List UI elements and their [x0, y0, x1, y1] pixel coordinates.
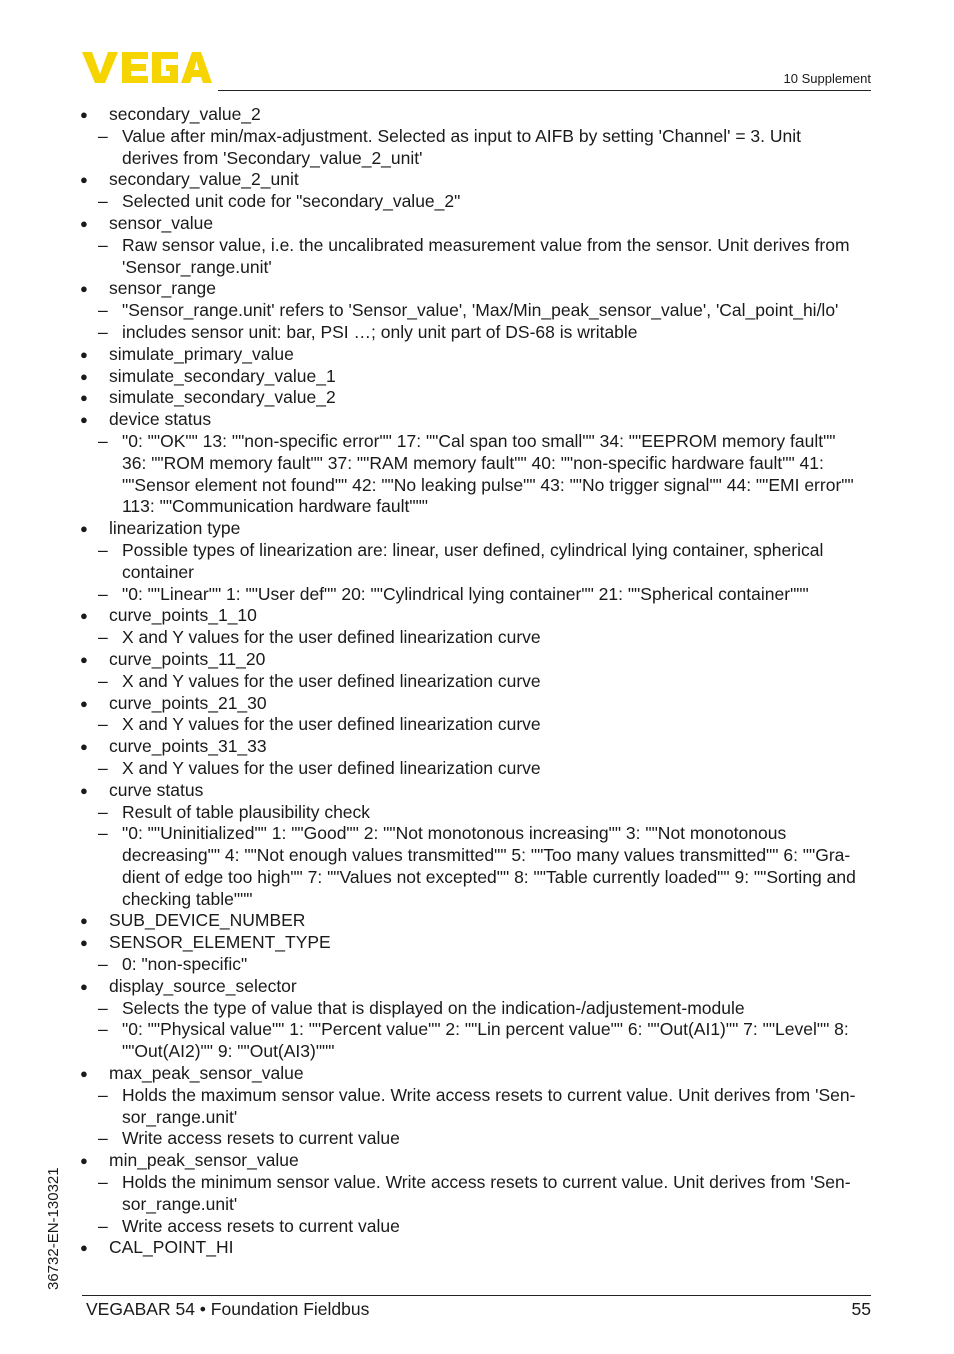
bullet-icon: ●	[80, 978, 88, 994]
bullet-icon: ●	[80, 281, 88, 297]
list-item-text: 0: "non-specific"	[122, 954, 248, 975]
list-item-text: SENSOR_ELEMENT_TYPE	[109, 932, 331, 953]
bullet-icon: ●	[80, 935, 88, 951]
bullet-icon: ●	[80, 172, 88, 188]
bullet-icon: ●	[80, 782, 88, 798]
list-item-text: Value after min/max-adjustment. Selected as input to AIFB by setting 'Channel' = 3. Unit	[122, 125, 802, 146]
bullet-icon: ●	[80, 913, 88, 929]
dash-icon: –	[98, 1019, 108, 1040]
list-item-text: sensor_value	[109, 212, 214, 233]
dash-icon: –	[98, 1128, 108, 1149]
list-item	[80, 278, 874, 300]
list-item-continuation	[80, 496, 874, 518]
vega-logo-icon	[82, 52, 212, 84]
dash-icon: –	[98, 714, 108, 735]
sub-list-item	[80, 322, 874, 344]
list-item-text: curve status	[109, 779, 204, 800]
list-item-continuation	[80, 475, 874, 497]
list-item-continuation	[80, 148, 874, 170]
list-item	[80, 518, 874, 540]
dash-icon: –	[98, 300, 108, 321]
sub-list-item	[80, 1216, 874, 1238]
list-item-text: simulate_secondary_value_2	[109, 387, 336, 408]
dash-icon: –	[98, 539, 108, 560]
list-item-text: Possible types of linearization are: linear, user defined, cylindrical lying container, spherical	[122, 539, 824, 560]
bullet-icon: ●	[80, 1240, 88, 1256]
list-item-continuation	[80, 1107, 874, 1129]
page-number: 55	[851, 1299, 871, 1319]
list-item-text: SUB_DEVICE_NUMBER	[109, 910, 306, 931]
bullet-icon: ●	[80, 390, 88, 406]
dash-icon: –	[98, 1084, 108, 1105]
list-item	[80, 344, 874, 366]
bullet-icon: ●	[80, 107, 88, 122]
list-item	[80, 1237, 874, 1259]
list-item-text: curve_points_31_33	[109, 736, 267, 757]
sub-list-item	[80, 431, 874, 453]
list-item-text: 'Sensor_range.unit'	[122, 256, 272, 277]
list-item-text: linearization type	[109, 518, 241, 539]
list-item-continuation	[80, 1041, 874, 1063]
list-item-text: Result of table plausibility check	[122, 801, 371, 822]
list-item-text: X and Y values for the user defined linearization curve	[122, 757, 541, 778]
list-item-text: CAL_POINT_HI	[109, 1237, 234, 1258]
list-item	[80, 932, 874, 954]
list-item-text: Holds the minimum sensor value. Write access resets to current value. Unit derives from 'Sen-	[122, 1172, 851, 1193]
list-item	[80, 104, 874, 126]
list-item-text: Selected unit code for "secondary_value_2"	[122, 191, 461, 212]
dash-icon: –	[98, 954, 108, 975]
bullet-icon: ●	[80, 739, 88, 755]
list-item-text: secondary_value_2	[109, 104, 261, 124]
bullet-icon: ●	[80, 651, 88, 667]
list-item-text: curve_points_11_20	[109, 648, 266, 669]
bullet-icon: ●	[80, 215, 88, 231]
list-item-continuation	[80, 1194, 874, 1216]
dash-icon: –	[98, 801, 108, 822]
list-item-text: simulate_secondary_value_1	[109, 365, 336, 386]
list-item-text: sor_range.unit'	[122, 1106, 238, 1127]
list-item-text: X and Y values for the user defined linearization curve	[122, 670, 541, 691]
list-item	[80, 213, 874, 235]
list-item-text: container	[122, 561, 194, 582]
sub-list-item	[80, 627, 874, 649]
list-item	[80, 693, 874, 715]
sub-list-item	[80, 802, 874, 824]
list-item-text: "Sensor_range.unit' refers to 'Sensor_value', 'Max/Min_peak_sensor_value', 'Cal_point_hi/lo'	[122, 300, 839, 321]
sub-list-item	[80, 540, 874, 562]
list-item-text: 36: ""ROM memory fault"" 37: ""RAM memory fault"" 40: ""non-specific hardware fault"" 41:	[122, 452, 824, 473]
list-item-text: "0: ""Uninitialized"" 1: ""Good"" 2: ""Not monotonous increasing"" 3: ""Not monotonous	[122, 823, 787, 844]
sub-list-item	[80, 1172, 874, 1194]
list-item-text: simulate_primary_value	[109, 343, 294, 364]
list-item-text: Holds the maximum sensor value. Write access resets to current value. Unit derives from 'Sen-	[122, 1084, 856, 1105]
list-item-text: decreasing"" 4: ""Not enough values transmitted"" 5: ""Too many values transmitted"" 6: ""Gra-	[122, 845, 851, 866]
dash-icon: –	[98, 321, 108, 342]
list-item-text: X and Y values for the user defined linearization curve	[122, 627, 541, 648]
list-item-text: secondary_value_2_unit	[109, 169, 299, 190]
bullet-icon: ●	[80, 1153, 88, 1169]
list-item-text: dient of edge too high"" 7: ""Values not excepted"" 8: ""Table currently loaded"" 9: ""Sorting and	[122, 866, 856, 887]
bullet-icon: ●	[80, 608, 88, 624]
sub-list-item	[80, 671, 874, 693]
parameter-list	[80, 104, 874, 1259]
dash-icon: –	[98, 823, 108, 844]
list-item	[80, 1063, 874, 1085]
bullet-icon: ●	[80, 695, 88, 711]
sub-list-item	[80, 714, 874, 736]
dash-icon: –	[98, 757, 108, 778]
vega-logo	[82, 52, 212, 89]
dash-icon: –	[98, 234, 108, 255]
bullet-icon: ●	[80, 368, 88, 384]
document-code: 36732-EN-130321	[45, 1167, 62, 1290]
sub-list-item	[80, 191, 874, 213]
bullet-icon: ●	[80, 346, 88, 362]
list-item-continuation	[80, 453, 874, 475]
dash-icon: –	[98, 430, 108, 451]
dash-icon: –	[98, 583, 108, 604]
sub-list-item	[80, 823, 874, 845]
list-item-continuation	[80, 257, 874, 279]
list-item-text: Selects the type of value that is displayed on the indication-/adjustement-module	[122, 997, 745, 1018]
list-item	[80, 169, 874, 191]
list-item-text: Write access resets to current value	[122, 1215, 400, 1236]
list-item-text: max_peak_sensor_value	[109, 1063, 304, 1084]
list-item-continuation	[80, 889, 874, 911]
list-item-text: "0: ""OK"" 13: ""non-specific error"" 17: ""Cal span too small"" 34: ""EEPROM memory fault""	[122, 430, 836, 451]
bullet-icon: ●	[80, 1066, 88, 1082]
sub-list-item	[80, 1019, 874, 1041]
dash-icon: –	[98, 1172, 108, 1193]
list-item-continuation	[80, 867, 874, 889]
list-item-text: device status	[109, 409, 212, 430]
sub-list-item	[80, 1128, 874, 1150]
header-rule	[218, 90, 871, 91]
dash-icon: –	[98, 627, 108, 648]
list-item	[80, 605, 874, 627]
list-item-continuation	[80, 562, 874, 584]
list-item-text: Write access resets to current value	[122, 1128, 400, 1149]
list-item-text: sensor_range	[109, 278, 217, 299]
list-item-text: "0: ""Linear"" 1: ""User def"" 20: ""Cylindrical lying container"" 21: ""Spherical container"""	[122, 583, 809, 604]
list-item-text: curve_points_1_10	[109, 605, 257, 626]
list-item	[80, 736, 874, 758]
list-item-text: "0: ""Physical value"" 1: ""Percent value"" 2: ""Lin percent value"" 6: ""Out(AI1)"" 7: ""Level"" 8:	[122, 1019, 849, 1040]
list-item	[80, 649, 874, 671]
footer-rule	[82, 1295, 871, 1296]
dash-icon: –	[98, 997, 108, 1018]
list-item-text: 113: ""Communication hardware fault"""	[122, 496, 429, 517]
section-title: 10 Supplement	[783, 71, 871, 86]
list-item	[80, 409, 874, 431]
list-item	[80, 910, 874, 932]
sub-list-item	[80, 235, 874, 257]
sub-list-item	[80, 1085, 874, 1107]
dash-icon: –	[98, 670, 108, 691]
list-item	[80, 366, 874, 388]
list-item-text: ""Sensor element not found"" 42: ""No leaking pulse"" 43: ""No trigger signal"" 44: ""EMI error""	[122, 474, 854, 495]
list-item-text: sor_range.unit'	[122, 1193, 238, 1214]
list-item	[80, 780, 874, 802]
sub-list-item	[80, 126, 874, 148]
sub-list-item	[80, 954, 874, 976]
sub-list-item	[80, 758, 874, 780]
bullet-icon: ●	[80, 412, 88, 428]
sub-list-item	[80, 998, 874, 1020]
list-item-text: min_peak_sensor_value	[109, 1150, 299, 1171]
sub-list-item	[80, 584, 874, 606]
list-item-text: display_source_selector	[109, 975, 297, 996]
list-item	[80, 1150, 874, 1172]
list-item-text: checking table"""	[122, 888, 253, 909]
list-item-text: Raw sensor value, i.e. the uncalibrated measurement value from the sensor. Unit derives from	[122, 234, 850, 255]
list-item-text: ""Out(AI2)"" 9: ""Out(AI3)"""	[122, 1041, 335, 1062]
list-item-text: X and Y values for the user defined linearization curve	[122, 714, 541, 735]
list-item	[80, 976, 874, 998]
list-item	[80, 387, 874, 409]
dash-icon: –	[98, 191, 108, 212]
bullet-icon: ●	[80, 521, 88, 537]
list-item-text: curve_points_21_30	[109, 692, 267, 713]
dash-icon: –	[98, 125, 108, 146]
list-item-continuation	[80, 845, 874, 867]
footer-title: VEGABAR 54 • Foundation Fieldbus	[86, 1299, 370, 1319]
dash-icon: –	[98, 1215, 108, 1236]
list-item-text: derives from 'Secondary_value_2_unit'	[122, 147, 423, 168]
sub-list-item	[80, 300, 874, 322]
list-item-text: includes sensor unit: bar, PSI …; only unit part of DS-68 is writable	[122, 321, 638, 342]
